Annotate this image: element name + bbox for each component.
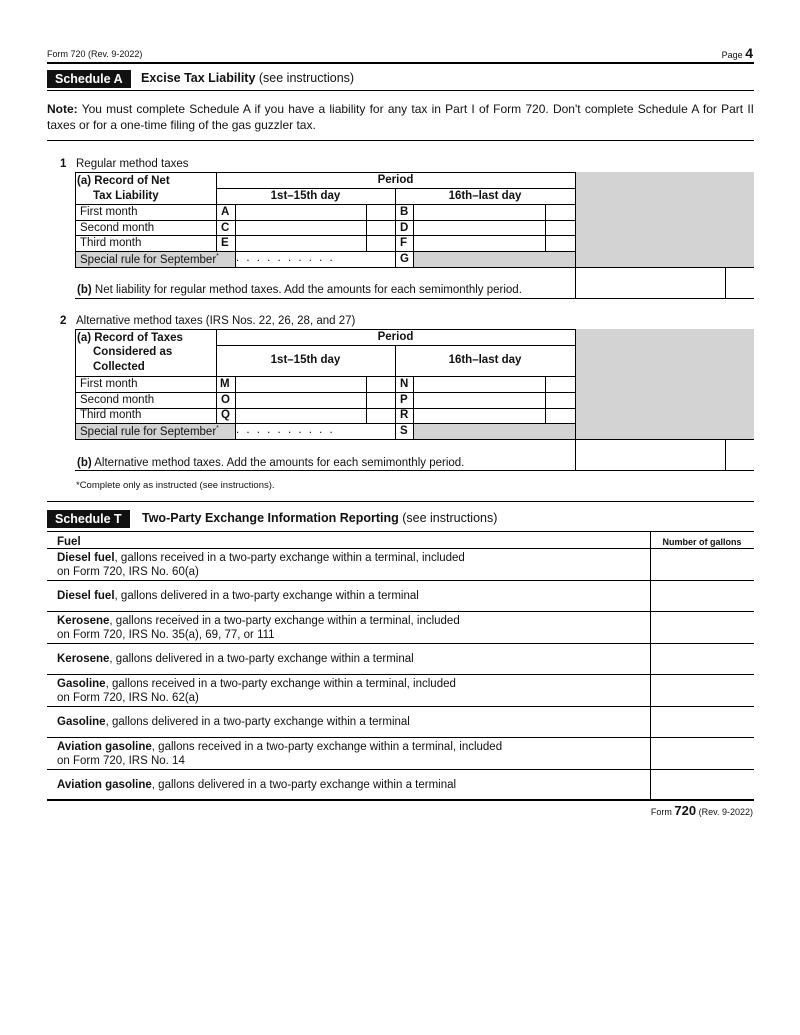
fuel-row-diesel-received: Diesel fuel, gallons received in a two-party exchange within a terminal, included on Form 720, IRS No. 60(a) — [57, 552, 465, 578]
column-header-gallons: Number of gallons — [662, 537, 742, 547]
gallons-input-gasoline-delivered[interactable] — [651, 707, 754, 737]
footer-form-id: Form 720 (Rev. 9-2022) — [650, 803, 753, 818]
line-1-col-a-line2: Tax Liability — [93, 190, 159, 202]
line-2-letter-m: M — [220, 378, 230, 390]
line-1-e-amount-input[interactable] — [236, 236, 366, 250]
line-2-letter-p: P — [400, 394, 408, 406]
line-2-shaded-area — [576, 329, 754, 439]
gallons-input-aviation-gasoline-delivered[interactable] — [651, 770, 754, 799]
line-1b-cents-input[interactable] — [726, 268, 754, 297]
fuel-row-gasoline-delivered: Gasoline, gallons delivered in a two-party exchange within a terminal — [57, 716, 410, 728]
fuel-row-gasoline-received: Gasoline, gallons received in a two-party exchange within a terminal, included on Form 720, IRS No. 62(a) — [57, 678, 456, 704]
line-2-n-amount-input[interactable] — [414, 377, 545, 391]
line-1-letter-c: C — [221, 222, 230, 234]
line-1-letter-e: E — [221, 237, 229, 249]
schedule-a-title-suffix: (see instructions) — [258, 71, 355, 85]
line-1-letter-a: A — [221, 206, 230, 218]
line-1-letter-b: B — [400, 206, 409, 218]
line-1-label: Regular method taxes — [76, 158, 189, 170]
line-1-d-amount-input[interactable] — [414, 221, 545, 235]
line-1-letter-f: F — [400, 237, 408, 249]
line-1-row-label: Third month — [80, 237, 142, 249]
line-2-col-a-line3: Collected — [93, 361, 145, 373]
header-rule — [47, 62, 754, 64]
schedule-a-badge: Schedule A — [47, 70, 131, 88]
line-2-q-amount-input[interactable] — [236, 409, 366, 423]
page-label: Page — [721, 50, 743, 60]
note-text: You must complete Schedule A if you have a liability for any tax in Part I of Form 720. Don't complete Schedule A for Part II taxes or for a one-time filing of the gas guzzler tax. — [47, 102, 755, 132]
line-2-label: Alternative method taxes (IRS Nos. 22, 26, 28, and 27) — [76, 315, 356, 327]
line-2-letter-n: N — [400, 378, 409, 390]
line-2-row-label: Second month — [80, 394, 155, 406]
line-1-shaded-area — [576, 172, 754, 267]
form-revision: Form 720 (Rev. 9-2022) — [47, 49, 143, 59]
schedule-a-title-bold: Excise Tax Liability — [141, 71, 256, 85]
line-2-o-amount-input[interactable] — [236, 393, 366, 407]
line-2-letter-o: O — [221, 394, 230, 406]
gallons-input-kerosene-received[interactable] — [651, 612, 754, 643]
gallons-input-gasoline-received[interactable] — [651, 675, 754, 706]
line-1-f-amount-input[interactable] — [414, 236, 545, 250]
schedule-t-title-suffix: (see instructions) — [402, 511, 498, 525]
gallons-input-kerosene-delivered[interactable] — [651, 644, 754, 674]
line-1-col-a-label: (a) Record of Net — [77, 175, 170, 187]
gallons-input-aviation-gasoline-received[interactable] — [651, 738, 754, 769]
line-2-p-amount-input[interactable] — [414, 393, 545, 407]
line-1-number: 1 — [60, 158, 67, 170]
fuel-row-aviation-gasoline-delivered: Aviation gasoline, gallons delivered in a two-party exchange within a terminal — [57, 779, 457, 791]
line-1-special-label: Special rule for September* — [80, 253, 219, 266]
line-1b-text: (b) Net liability for regular method taxes. Add the amounts for each semimonthly period. — [77, 284, 522, 296]
line-2-number: 2 — [60, 315, 67, 327]
fuel-row-aviation-gasoline-received: Aviation gasoline, gallons received in a two-party exchange within a terminal, included on Form 720, IRS No. 14 — [57, 741, 503, 767]
line-2-special-dots: . . . . . . . . . . — [236, 424, 335, 436]
line-2-letter-s: S — [400, 425, 408, 437]
fuel-row-diesel-delivered: Diesel fuel, gallons delivered in a two-party exchange within a terminal — [57, 590, 419, 602]
gallons-input-diesel-received[interactable] — [651, 549, 754, 580]
line-1-col-2-header: 16th–last day — [448, 190, 522, 202]
line-2-col-1-header: 1st–15th day — [270, 354, 341, 366]
line-2b-cents-input[interactable] — [726, 440, 754, 469]
schedule-a-title — [141, 71, 354, 85]
line-2-col-2-header: 16th–last day — [448, 354, 522, 366]
line-2-col-a-line2: Considered as — [93, 346, 173, 358]
line-1-a-amount-input[interactable] — [236, 205, 366, 219]
line-2-s-amount-input[interactable] — [414, 424, 575, 438]
line-1-letter-g: G — [400, 253, 409, 265]
fuel-row-kerosene-received: Kerosene, gallons received in a two-party exchange within a terminal, included on Form 720, IRS No. 35(a), 69, 77, or 111 — [57, 615, 460, 641]
line-2-row-label: First month — [80, 378, 138, 390]
line-2-period-header: Period — [377, 331, 414, 343]
line-2-r-amount-input[interactable] — [414, 409, 545, 423]
schedule-a-note — [47, 101, 754, 133]
line-1-col-1-header: 1st–15th day — [270, 190, 341, 202]
schedule-t-badge: Schedule T — [47, 510, 130, 528]
note-rule — [47, 140, 754, 141]
column-header-fuel: Fuel — [57, 536, 81, 548]
line-1-special-dots: . . . . . . . . . . — [236, 252, 335, 264]
gallons-input-diesel-delivered[interactable] — [651, 581, 754, 611]
line-1-b-amount-input[interactable] — [414, 205, 545, 219]
line-1b-amount-input[interactable] — [576, 268, 725, 297]
page-indicator — [722, 45, 753, 61]
schedule-a-rule — [47, 90, 754, 91]
line-2-col-a-label: (a) Record of Taxes — [77, 332, 183, 344]
line-1-letter-d: D — [400, 222, 409, 234]
line-2-m-amount-input[interactable] — [236, 377, 366, 391]
line-1-row-label: Second month — [80, 222, 155, 234]
line-2b-amount-input[interactable] — [576, 440, 725, 469]
line-1-row-label: First month — [80, 206, 138, 218]
line-2-letter-q: Q — [221, 409, 230, 421]
schedule-a-footnote: *Complete only as instructed (see instructions). — [76, 480, 275, 491]
line-2-letter-r: R — [400, 409, 409, 421]
schedule-t-top-rule — [47, 501, 754, 502]
page-number: 4 — [745, 45, 753, 61]
schedule-t-title-bold: Two-Party Exchange Information Reporting — [142, 511, 399, 525]
line-2-row-label: Third month — [80, 409, 142, 421]
line-2b-text: (b) Alternative method taxes. Add the amounts for each semimonthly period. — [77, 457, 465, 469]
line-1-c-amount-input[interactable] — [236, 221, 366, 235]
schedule-t-title — [142, 511, 497, 525]
note-label: Note: — [47, 102, 78, 116]
line-1-g-amount-input[interactable] — [414, 252, 575, 266]
line-1-period-header: Period — [377, 174, 414, 186]
line-2-special-label: Special rule for September* — [80, 425, 219, 438]
fuel-row-kerosene-delivered: Kerosene, gallons delivered in a two-party exchange within a terminal — [57, 653, 414, 665]
